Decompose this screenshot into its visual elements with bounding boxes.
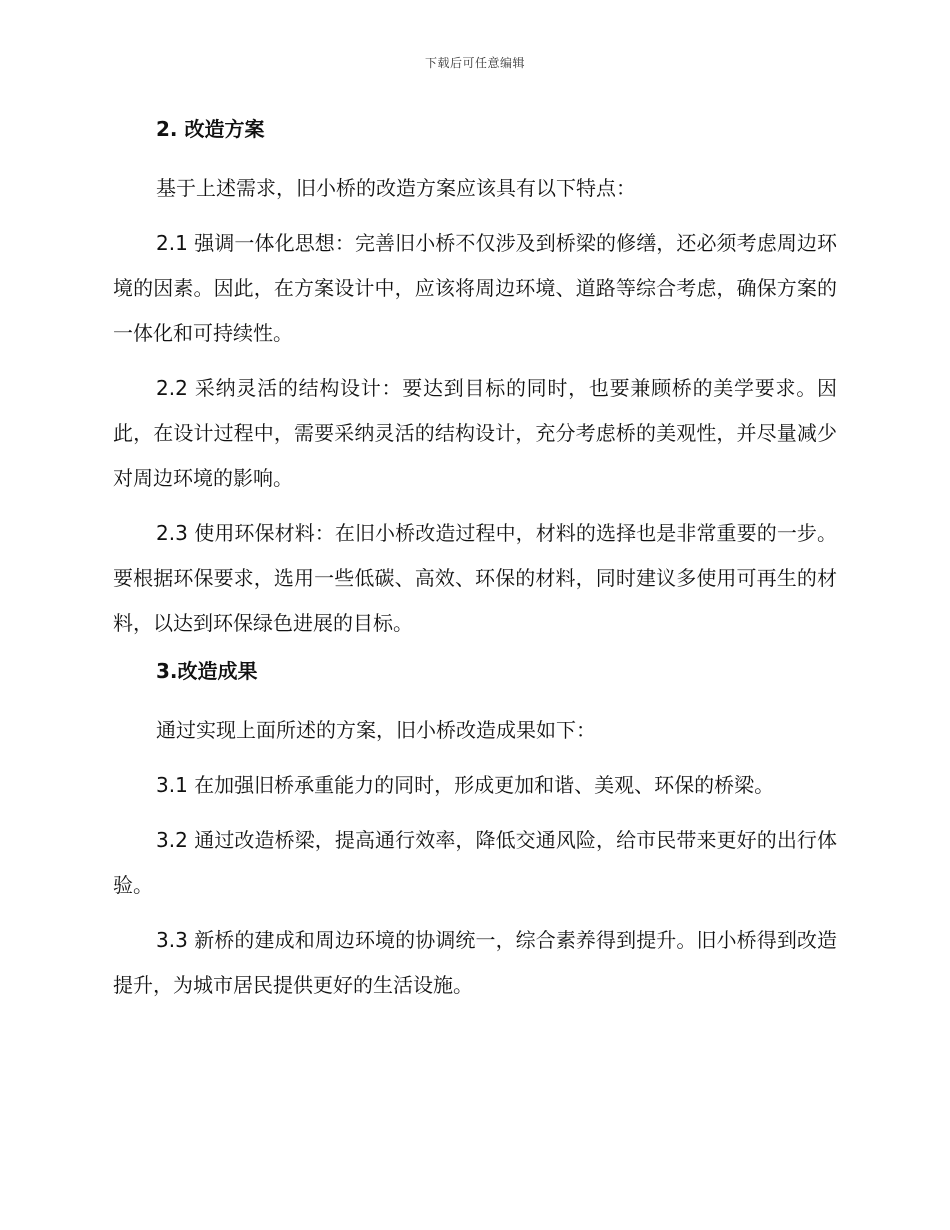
paragraph: 3.2 通过改造桥梁，提高通行效率，降低交通风险，给市民带来更好的出行体验。 [113, 828, 837, 897]
section-renovation-results [113, 656, 837, 1008]
paragraph: 通过实现上面所述的方案，旧小桥改造成果如下： [156, 718, 596, 742]
section-renovation-plan [113, 114, 837, 646]
paragraph: 基于上述需求，旧小桥的改造方案应该具有以下特点： [156, 176, 636, 200]
paragraph: 2.1 强调一体化思想：完善旧小桥不仅涉及到桥梁的修缮，还必须考虑周边环境的因素。因此，在方案设计中，应该将周边环境、道路等综合考虑，确保方案的一体化和可持续性。 [113, 231, 837, 345]
section-heading: 2. 改造方案 [156, 117, 265, 141]
page-header-note: 下载后可任意编辑 [424, 56, 525, 70]
section-heading: 3.改造成果 [156, 659, 258, 683]
paragraph: 2.3 使用环保材料：在旧小桥改造过程中，材料的选择也是非常重要的一步。要根据环保要求，选用一些低碳、高效、环保的材料，同时建议多使用可再生的材料，以达到环保绿色进展的目标。 [113, 521, 837, 635]
paragraph: 3.1 在加强旧桥承重能力的同时，形成更加和谐、美观、环保的桥梁。 [156, 773, 775, 797]
paragraph: 3.3 新桥的建成和周边环境的协调统一，综合素养得到提升。旧小桥得到改造提升，为城市居民提供更好的生活设施。 [113, 928, 837, 997]
document-body [113, 114, 837, 1018]
paragraph: 2.2 采纳灵活的结构设计：要达到目标的同时，也要兼顾桥的美学要求。因此，在设计过程中，需要采纳灵活的结构设计，充分考虑桥的美观性，并尽量减少对周边环境的影响。 [113, 376, 837, 490]
